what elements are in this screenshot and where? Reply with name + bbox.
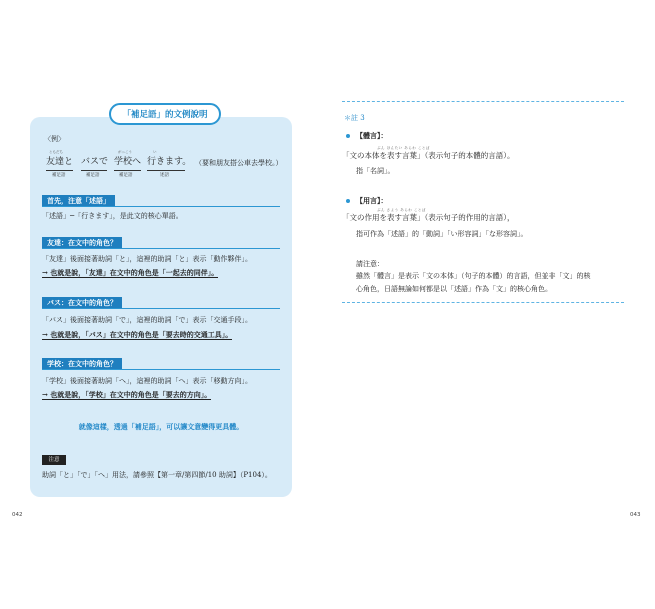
section-divider: [42, 369, 280, 370]
caution-title: 請注意：: [356, 260, 384, 268]
section-conclusion: [42, 390, 211, 400]
sub-label-1: 補足語: [52, 173, 66, 178]
section-line: 「バス」後面接著助詞「で」，這裡的助詞「で」表示「交通手段」。: [42, 316, 252, 324]
section-label-tomodachi: 友達：在文中的角色？: [42, 237, 122, 249]
page-number-left: 042: [12, 512, 23, 518]
top-dashed-divider: [342, 101, 624, 102]
section-line: 「友達」後面接著助詞「と」，這裡的助詞「と」表示「動作夥伴」。: [42, 255, 252, 263]
example-word-gakkou: 学校へ: [114, 157, 142, 167]
section-label-gakkou: 学校：在文中的角色？: [42, 358, 122, 370]
underline-basu: [81, 170, 107, 171]
section-label-basu: バス：在文中的角色？: [42, 297, 122, 309]
underline-gakkou: [114, 170, 141, 171]
bullet-icon: [346, 134, 350, 138]
section-conclusion: [42, 268, 218, 278]
section-conclusion: [42, 330, 232, 340]
conclusion-text: → 也就是說，「バス」在文中的角色是「要去時的交通工具」。: [42, 330, 233, 339]
page-number-right: 043: [630, 512, 641, 518]
underline-ikimasu: [147, 170, 185, 171]
item-example: [342, 213, 515, 223]
section-label-predicate: 首先，注意「述語」: [42, 195, 115, 207]
section-line: 「述語」─「行きます」，是此文的核心單語。: [42, 212, 183, 220]
item-example-text: 「文の作用を表す言葉」: [342, 213, 425, 222]
sub-label-3: 補足語: [119, 173, 133, 178]
underline-tomodachi: [46, 170, 73, 171]
summary-text: 就像這樣，透過「補足語」，可以讓文意變得更具體。: [78, 422, 244, 431]
bottom-dashed-divider: [342, 302, 624, 303]
item-ruby: ぶん ほんたい あらわ ことば: [377, 146, 430, 150]
ruby-iki: い: [153, 150, 157, 154]
section-line: 「学校」後面接著助詞「へ」，這裡的助詞「へ」表示「移動方向」。: [42, 377, 252, 385]
bullet-icon: [346, 199, 350, 203]
example-word-tomodachi: 友達と: [46, 157, 74, 167]
section-divider: [42, 206, 280, 207]
conclusion-text: → 也就是說，「学校」在文中的角色是「要去的方向」。: [42, 390, 212, 399]
example-translation: （要和朋友搭公車去學校。）: [195, 159, 283, 167]
example-word-ikimasu: 行きます。: [147, 157, 192, 167]
item-explanation: （表示句子的本體的言語）。: [424, 151, 515, 160]
item-ruby: ぶん さよう あらわ ことば: [377, 208, 426, 212]
item-title-yougen: 【用言】：: [356, 196, 388, 205]
example-label: 〈例〉: [44, 135, 65, 143]
section-divider: [42, 308, 280, 309]
item-example: [342, 151, 515, 161]
section-divider: [42, 248, 280, 249]
item-example-text: 「文の本体を表す言葉」: [342, 151, 425, 160]
example-word-basu: バスで: [81, 157, 109, 167]
caution-line: 雖然「體言」是表示「文の本体」（句子的本體）的言語，但並非「文」的核: [356, 272, 591, 280]
note-tag: 注意: [42, 455, 66, 465]
sub-label-2: 補足語: [86, 173, 100, 178]
note-heading: ＊註 3: [344, 114, 365, 122]
caution-line: 心角色，日語無論如何都是以「述語」作為「文」的核心角色。: [356, 285, 552, 293]
ruby-tomodachi: ともだち: [49, 150, 63, 154]
ruby-gakkou: がっこう: [118, 150, 132, 154]
note-text: 助詞「と」「で」「へ」用法，請參照【第一章/第四節/10 助詞】（P104）。: [42, 471, 272, 479]
item-meaning: 指「名詞」。: [356, 167, 395, 175]
sub-label-4: 述語: [160, 173, 169, 178]
conclusion-text: → 也就是說，「友達」在文中的角色是「一起去的同伴」。: [42, 268, 219, 277]
item-explanation: （表示句子的作用的言語），: [424, 213, 515, 222]
item-title-taigen: 【體言】：: [356, 131, 388, 140]
box-title: 「補足語」的文例說明: [109, 103, 221, 125]
item-meaning: 指可作為「述語」的「動詞」「い形容詞」「な形容詞」。: [356, 230, 528, 238]
